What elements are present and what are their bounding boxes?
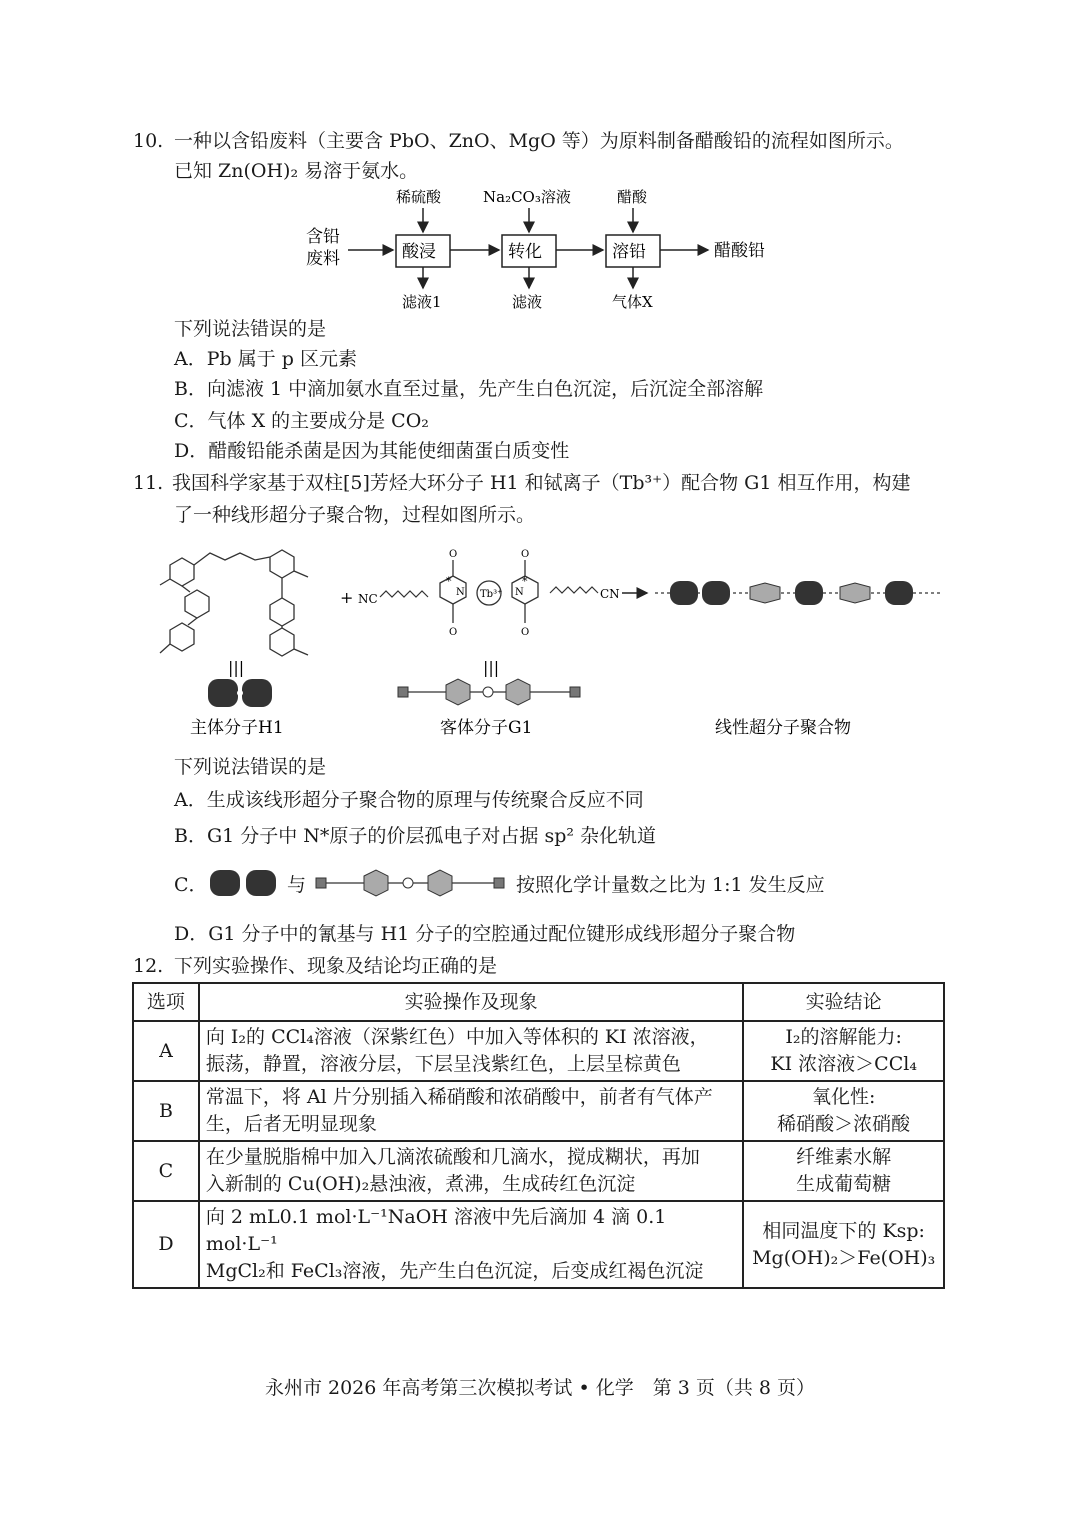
q10-option-a: A．Pb 属于 p 区元素 [174,348,357,370]
row-a-op-line2: 振荡，静置，溶液分层，下层呈浅紫红色，上层呈棕黄色 [205,1053,681,1075]
flow-step-1-label: 酸浸 [402,242,436,262]
row-b-c-line2: 稀硝酸＞浓硝酸 [777,1113,911,1135]
row-b-conclusion [743,1081,944,1141]
q10-stem-line1: 一种以含铅废料（主要含 PbO、ZnO、MgO 等）为原料制备醋酸铅的流程如图所示。 [174,130,904,152]
h1-equiv: ||| [228,658,245,677]
o-label-3: O [449,627,458,638]
cn-label: CN [600,587,620,601]
q11-option-d: D．G1 分子中的氰基与 H1 分子的空腔通过配位键形成线形超分子聚合物 [174,923,796,945]
flow-product: 醋酸铅 [714,241,765,261]
q10-number: 10. [133,130,164,152]
row-c-conclusion [743,1141,944,1201]
row-d-op-line2: MgCl₂和 FeCl₃溶液，先产生白色沉淀，后变成红褐色沉淀 [205,1260,704,1282]
row-d-op-line1: 向 2 mL0.1 mol·L⁻¹NaOH 溶液中先后滴加 4 滴 0.1 mol·L⁻¹ [205,1206,667,1255]
row-b-op-line2: 生，后者无明显现象 [205,1113,377,1135]
q10-option-b: B．向滤液 1 中滴加氨水直至过量，先产生白色沉淀，后沉淀全部溶解 [174,378,764,400]
g1-chain-right [550,587,598,593]
row-b-operation [199,1081,744,1141]
q10-stem-line2: 已知 Zn(OH)₂ 易溶于氨水。 [174,160,419,182]
o-label-4: O [521,627,530,638]
table-row [133,1081,944,1141]
flow-reagent-3: 醋酸 [617,188,648,206]
row-b-op-line1: 常温下，将 Al 片分别插入稀硝酸和浓硝酸中，前者有气体产 [205,1086,713,1108]
n-label-right: N [515,587,524,598]
g1-cartoon [398,679,580,705]
flow-reagent-2: Na₂CO₃溶液 [483,188,571,206]
flow-step-2-label: 转化 [508,242,542,262]
flow-output-3: 气体X [612,293,653,311]
n-label-left: N [456,587,465,598]
row-b-option: B [133,1081,199,1141]
polymer-chain [655,581,940,605]
tb-label: Tb³⁺ [480,589,503,600]
row-a-operation [199,1021,744,1081]
row-d-c-line1: 相同温度下的 Ksp: [762,1219,925,1242]
row-a-op-line1: 向 I₂的 CCl₄溶液（深紫红色）中加入等体积的 KI 浓溶液， [205,1026,709,1048]
plus-sign: + [340,588,354,607]
flow-output-2: 滤液 [512,293,543,311]
q11-number: 11. [133,472,164,494]
q10-flow-diagram [290,180,810,320]
q11-prompt: 下列说法错误的是 [174,756,327,778]
q12-number: 12. [133,955,164,977]
row-c-op-line1: 在少量脱脂棉中加入几滴浓硫酸和几滴水，搅成糊状，再加 [205,1146,700,1168]
row-d-c-line2: Mg(OH)₂＞Fe(OH)₃ [752,1246,936,1269]
q12-experiment-table [132,982,945,1289]
label-h1: 主体分子H1 [190,718,284,738]
header-conclusion: 实验结论 [743,983,944,1021]
q10-option-d: D．醋酸铅能杀菌是因为其能使细菌蛋白质变性 [174,440,570,462]
row-d-option: D [133,1201,199,1288]
row-c-option: C [133,1141,199,1201]
label-g1: 客体分子G1 [440,718,533,738]
flow-step-3-label: 溶铅 [612,242,646,262]
row-a-c-line2: KI 浓溶液＞CCl₄ [770,1053,917,1075]
q10-prompt: 下列说法错误的是 [174,318,327,340]
q11-stem-line1: 我国科学家基于双柱[5]芳烃大环分子 H1 和铽离子（Tb³⁺）配合物 G1 相互作用，构建 [172,472,911,494]
flow-reagent-1: 稀硫酸 [396,188,442,206]
o-label-2: O [521,549,530,560]
row-b-c-line1: 氧化性: [811,1086,876,1108]
table-row [133,1141,944,1201]
star-right: * [522,575,528,588]
flow-output-1: 滤液1 [402,293,442,311]
o-label-1: O [449,549,458,560]
nc-label: NC [358,592,378,606]
h1-cartoon [208,679,272,707]
q11-option-c-prefix: C． [174,874,208,896]
header-operation: 实验操作及现象 [199,983,744,1021]
q11-figure [150,535,940,745]
row-a-conclusion [743,1021,944,1081]
header-option: 选项 [133,983,199,1021]
row-c-c-line1: 纤维素水解 [796,1146,892,1168]
g1-chain-left [380,591,428,597]
row-c-operation [199,1141,744,1201]
q11-stem-line2: 了一种线形超分子聚合物，过程如图所示。 [174,504,536,526]
row-a-option: A [133,1021,199,1081]
page-footer: 永州市 2026 年高考第三次模拟考试 • 化学 第 3 页（共 8 页） [264,1377,816,1399]
q11-option-a: A．生成该线形超分子聚合物的原理与传统聚合反应不同 [174,789,644,811]
q11-option-c-suffix: 按照化学计量数之比为 1:1 发生反应 [516,874,825,896]
q11-option-b: B．G1 分子中 N*原子的价层孤电子对占据 sp² 杂化轨道 [174,825,657,847]
flow-input-line1: 含铅 [306,227,340,247]
table-row [133,1201,944,1288]
q12-stem: 下列实验操作、现象及结论均正确的是 [174,955,498,977]
row-d-operation [199,1201,744,1288]
q11-option-c-mid: 与 [287,874,307,896]
q11-option-c-host-icon [208,866,280,900]
row-d-conclusion [743,1201,944,1288]
row-c-op-line2: 入新制的 Cu(OH)₂悬浊液，煮沸，生成砖红色沉淀 [205,1173,636,1195]
table-header-row [133,983,944,1021]
q11-option-c-guest-icon [314,866,508,900]
row-c-c-line2: 生成葡萄糖 [796,1173,892,1195]
table-row [133,1021,944,1081]
h1-structure [160,550,308,656]
star-left: * [446,575,452,588]
row-a-c-line1: I₂的溶解能力: [785,1026,902,1048]
flow-input-line2: 废料 [306,249,340,269]
label-polymer: 线性超分子聚合物 [715,718,851,738]
g1-equiv: ||| [483,658,500,677]
q10-option-c: C．气体 X 的主要成分是 CO₂ [174,410,429,432]
